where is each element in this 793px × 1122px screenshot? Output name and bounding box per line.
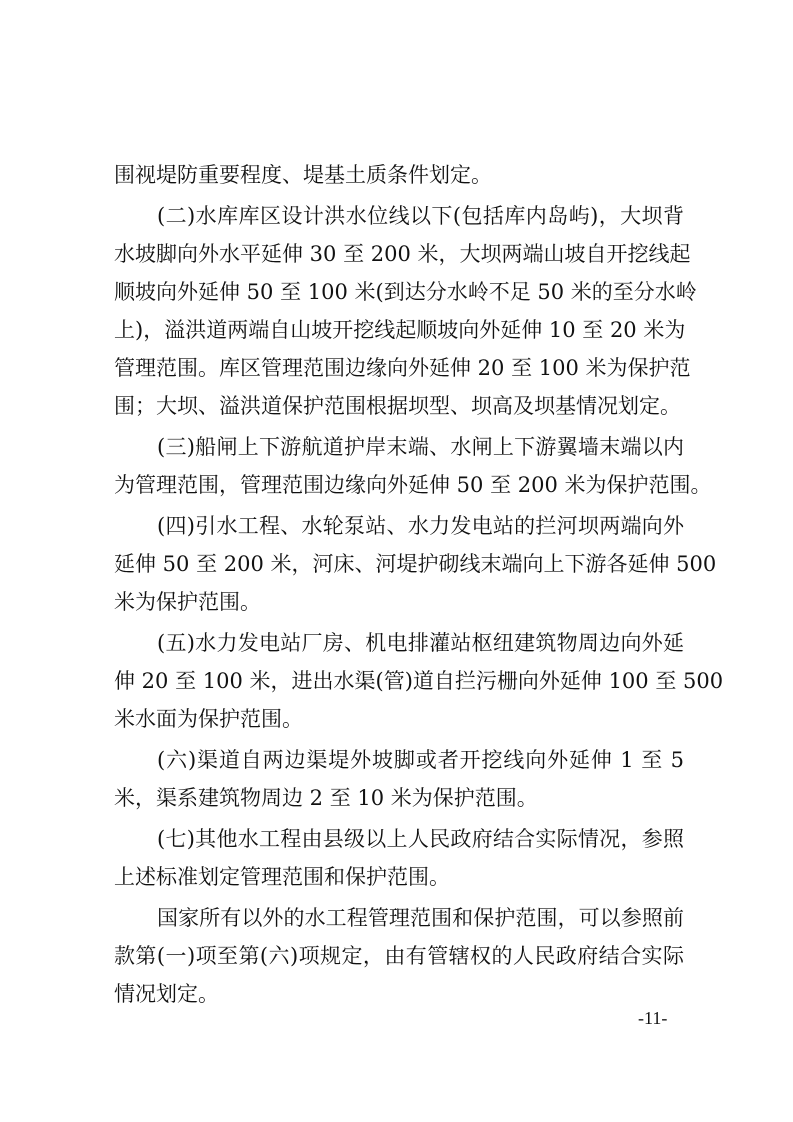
page-number: -11- (638, 1008, 668, 1028)
paragraph (114, 507, 717, 621)
text-line: 米水面为保护范围。 (114, 707, 303, 731)
paragraph (114, 624, 724, 738)
text-line: 米为保护范围。 (114, 590, 261, 614)
paragraph (114, 197, 697, 425)
text-line: 管理范围。库区管理范围边缘向外延伸 20 至 100 米为保护范 (114, 356, 691, 380)
text-line: 上)，溢洪道两端自山坡开挖线起顺坡向外延伸 10 至 20 米为 (114, 318, 686, 342)
text-line: (七)其他水工程由县级以上人民政府结合实际情况，参照 (157, 827, 684, 851)
paragraph (114, 428, 712, 504)
text-line: 为管理范围，管理范围边缘向外延伸 50 至 200 米为保护范围。 (114, 473, 712, 497)
text-line: 围视堤防重要程度、堤基土质条件划定。 (114, 163, 492, 187)
text-line: 情况划定。 (114, 982, 219, 1006)
text-line: (四)引水工程、水轮泵站、水力发电站的拦河坝两端向外 (157, 514, 684, 538)
text-line: 伸 20 至 100 米，进出水渠(管)道自拦污栅向外延伸 100 至 500 (114, 669, 724, 693)
text-line: (二)水库库区设计洪水位线以下(包括库内岛屿)，大坝背 (157, 204, 684, 228)
text-line: 国家所有以外的水工程管理范围和保护范围，可以参照前 (157, 906, 684, 930)
text-line: 米，渠系建筑物周边 2 至 10 米为保护范围。 (114, 786, 538, 810)
document-body (114, 156, 724, 1013)
text-line: (三)船闸上下游航道护岸末端、水闸上下游翼墙末端以内 (157, 435, 684, 459)
paragraph (114, 156, 684, 194)
text-line: 款第(一)项至第(六)项规定，由有管辖权的人民政府结合实际 (114, 944, 684, 968)
text-line: (五)水力发电站厂房、机电排灌站枢纽建筑物周边向外延 (157, 631, 684, 655)
text-line: 顺坡向外延伸 50 至 100 米(到达分水岭不足 50 米的至分水岭 (114, 280, 697, 304)
text-line: 延伸 50 至 200 米，河床、河堤护砌线末端向上下游各延伸 500 (114, 552, 717, 576)
paragraph (114, 741, 684, 817)
text-line: (六)渠道自两边渠堤外坡脚或者开挖线向外延伸 1 至 5 (157, 748, 684, 772)
text-line: 上述标准划定管理范围和保护范围。 (114, 865, 450, 889)
paragraph (114, 899, 684, 1013)
text-line: 围；大坝、溢洪道保护范围根据坝型、坝高及坝基情况划定。 (114, 394, 681, 418)
paragraph (114, 820, 684, 896)
text-line: 水坡脚向外水平延伸 30 至 200 米，大坝两端山坡自开挖线起 (114, 242, 691, 266)
